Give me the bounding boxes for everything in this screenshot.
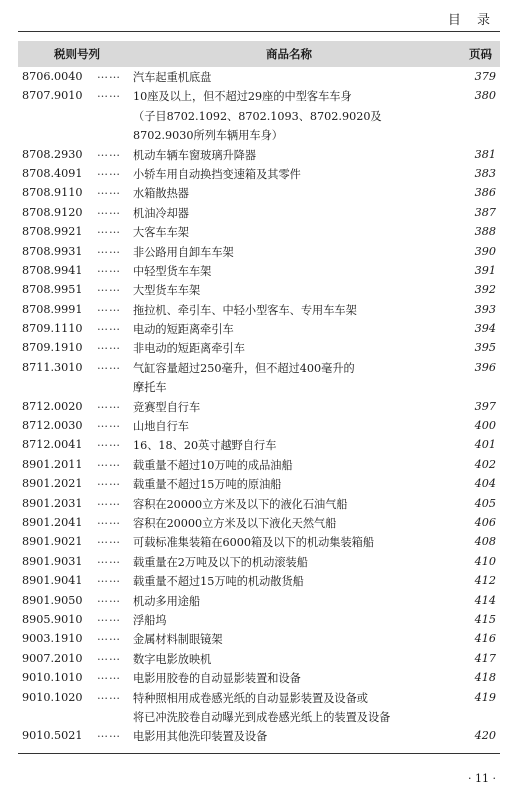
product-name-line: 容积在20000立方米及以下液化天然气船	[133, 517, 337, 531]
page-ref[interactable]: 416	[474, 632, 496, 646]
toc-row[interactable]	[0, 339, 518, 358]
product-name-line: 小轿车用自动换挡变速箱及其零件	[133, 167, 301, 181]
dot-leader: ……	[97, 223, 121, 237]
toc-row[interactable]	[0, 165, 518, 184]
toc-row[interactable]	[0, 630, 518, 649]
product-name	[133, 68, 451, 87]
toc-row[interactable]	[0, 281, 518, 300]
dot-leader: ……	[97, 203, 121, 217]
product-name-line: （子目8702.1092、8702.1093、8702.9020及	[133, 109, 382, 123]
column-header-name: 商品名称	[266, 47, 312, 61]
product-name	[133, 514, 451, 533]
page-ref[interactable]: 418	[474, 671, 496, 685]
product-name-line: 载重量在2万吨及以下的机动滚装船	[133, 555, 308, 569]
product-name-line: 汽车起重机底盘	[133, 71, 212, 84]
toc-row[interactable]	[0, 495, 518, 514]
product-name-line: 机动车辆车窗玻璃升降器	[133, 148, 257, 162]
hs-code: 8712.0020	[22, 399, 83, 413]
dot-leader: ……	[97, 572, 121, 586]
toc-row[interactable]	[0, 243, 518, 262]
hs-code: 9007.2010	[22, 651, 83, 665]
hs-code: 8708.2930	[22, 147, 83, 161]
product-name	[133, 669, 451, 688]
hs-code: 8901.9021	[22, 535, 83, 549]
page-ref[interactable]: 397	[474, 399, 496, 413]
hs-code: 8711.3010	[22, 360, 83, 374]
toc-row[interactable]	[0, 262, 518, 281]
dot-leader: ……	[97, 494, 121, 508]
product-name	[133, 359, 451, 398]
product-name-line: 将已冲洗胶卷自动曝光到成卷感光纸上的装置及设备	[133, 710, 391, 724]
product-name-line: 山地自行车	[133, 420, 189, 434]
dot-leader: ……	[97, 242, 121, 256]
dot-leader: ……	[97, 320, 121, 334]
product-name-line: 载重量不超过10万吨的成品油船	[133, 458, 293, 472]
dot-leader: ……	[97, 397, 121, 411]
product-name	[133, 262, 451, 281]
page-ref[interactable]: 414	[474, 593, 496, 607]
column-header-page: 页码	[469, 47, 492, 61]
dot-leader: ……	[97, 87, 121, 101]
product-name-line: 8702.9030所列车辆用车身）	[133, 129, 283, 143]
product-name-line: 气缸容量超过250毫升，但不超过400毫升的	[133, 361, 355, 375]
hs-code: 8708.9931	[22, 244, 83, 258]
product-name-line: 浮船坞	[133, 613, 167, 627]
page-ref[interactable]: 402	[474, 457, 496, 471]
page-ref[interactable]: 392	[474, 283, 496, 297]
hs-code: 8707.9010	[22, 89, 83, 103]
page-ref[interactable]: 383	[474, 166, 496, 180]
page-ref[interactable]: 401	[474, 438, 496, 452]
product-name-line: 机油冷却器	[133, 206, 189, 220]
hs-code: 9003.1910	[22, 632, 83, 646]
toc-row[interactable]	[0, 417, 518, 436]
product-name-line: 非公路用自卸车车架	[133, 245, 234, 259]
page-ref[interactable]: 387	[474, 205, 496, 219]
page-ref[interactable]: 386	[474, 186, 496, 200]
product-name	[133, 165, 451, 184]
page-ref[interactable]: 380	[474, 89, 496, 103]
product-name-line: 电动的短距离牵引车	[133, 323, 234, 337]
product-name	[133, 727, 451, 746]
dot-leader: ……	[97, 164, 121, 178]
toc-row[interactable]	[0, 223, 518, 242]
page-ref[interactable]: 405	[474, 496, 496, 510]
hs-code: 9010.5021	[22, 729, 83, 743]
dot-leader: ……	[97, 281, 121, 295]
toc-row[interactable]	[0, 553, 518, 572]
hs-code: 8706.0040	[22, 70, 83, 83]
product-name-line: 大客车车架	[133, 226, 189, 240]
page-ref[interactable]: 420	[474, 729, 496, 743]
hs-code: 8708.9110	[22, 186, 83, 200]
product-name	[133, 204, 451, 223]
page-ref[interactable]: 396	[474, 360, 496, 374]
hs-code: 8708.9951	[22, 283, 83, 297]
product-name-line: 机动多用途船	[133, 594, 201, 608]
toc-row[interactable]	[0, 592, 518, 611]
running-head: 目 录	[447, 13, 496, 28]
hs-code: 8712.0041	[22, 438, 83, 452]
product-name	[133, 495, 451, 514]
table-header	[18, 41, 500, 67]
product-name	[133, 650, 451, 669]
product-name-line: 容积在20000立方米及以下的液化石油气船	[133, 497, 348, 511]
dot-leader: ……	[97, 649, 121, 663]
hs-code: 8709.1910	[22, 341, 83, 355]
page-ref[interactable]: 381	[474, 147, 496, 161]
page-ref[interactable]: 379	[474, 70, 496, 83]
product-name-line: 金属材料制眼镜架	[133, 633, 223, 647]
toc-row[interactable]	[0, 689, 518, 728]
product-name-line: 中轻型货车车架	[133, 264, 212, 278]
dot-leader: ……	[97, 727, 121, 741]
page-ref[interactable]: 400	[474, 419, 496, 433]
product-name	[133, 456, 451, 475]
column-header-code: 税则号列	[54, 47, 100, 61]
product-name-line: 摩托车	[133, 381, 167, 395]
dot-leader: ……	[97, 552, 121, 566]
product-name	[133, 553, 451, 572]
page-ref[interactable]: 417	[474, 651, 496, 665]
product-name	[133, 398, 451, 417]
product-name	[133, 611, 451, 630]
product-name-line: 16、18、20英寸越野自行车	[133, 439, 277, 453]
page-ref[interactable]: 415	[474, 612, 496, 626]
dot-leader: ……	[97, 533, 121, 547]
top-rule	[18, 31, 500, 32]
page-ref[interactable]: 408	[474, 535, 496, 549]
product-name	[133, 281, 451, 300]
product-name	[133, 339, 451, 358]
page-ref[interactable]: 390	[474, 244, 496, 258]
dot-leader: ……	[97, 436, 121, 450]
dot-leader: ……	[97, 339, 121, 353]
dot-leader: ……	[97, 610, 121, 624]
hs-code: 8901.2041	[22, 516, 83, 530]
toc-row[interactable]	[0, 514, 518, 533]
product-name	[133, 146, 451, 165]
hs-code: 8708.9991	[22, 302, 83, 316]
toc-row[interactable]	[0, 68, 518, 87]
page-ref[interactable]: 412	[474, 574, 496, 588]
page-ref[interactable]: 395	[474, 341, 496, 355]
dot-leader: ……	[97, 688, 121, 702]
hs-code: 8901.2031	[22, 496, 83, 510]
toc-row[interactable]	[0, 669, 518, 688]
product-name	[133, 475, 451, 494]
toc-row[interactable]	[0, 727, 518, 746]
hs-code: 8708.9941	[22, 263, 83, 277]
toc-row[interactable]	[0, 87, 518, 145]
dot-leader: ……	[97, 669, 121, 683]
product-name-line: 载重量不超过15万吨的机动散货船	[133, 575, 304, 589]
page-ref[interactable]: 391	[474, 263, 496, 277]
product-name	[133, 592, 451, 611]
page-ref[interactable]: 404	[474, 477, 496, 491]
product-name-line: 大型货车车架	[133, 284, 201, 298]
product-name	[133, 436, 451, 455]
toc-row[interactable]	[0, 533, 518, 552]
page-number: · 11 ·	[468, 772, 496, 785]
page-ref[interactable]: 406	[474, 516, 496, 530]
dot-leader: ……	[97, 630, 121, 644]
dot-leader: ……	[97, 417, 121, 431]
product-name	[133, 87, 451, 145]
toc-row[interactable]	[0, 398, 518, 417]
dot-leader: ……	[97, 184, 121, 198]
hs-code: 8901.9050	[22, 593, 83, 607]
toc-row[interactable]	[0, 611, 518, 630]
page-ref[interactable]: 419	[474, 690, 496, 704]
product-name-line: 拖拉机、牵引车、中轻小型客车、专用车车架	[133, 303, 357, 317]
toc-row[interactable]	[0, 456, 518, 475]
product-name-line: 10座及以上，但不超过29座的中型客车车身	[133, 90, 352, 104]
toc-table-body	[0, 68, 518, 747]
toc-row[interactable]	[0, 320, 518, 339]
product-name-line: 数字电影放映机	[133, 652, 212, 666]
product-name-line: 电影用其他洗印装置及设备	[133, 730, 268, 744]
product-name	[133, 630, 451, 649]
product-name	[133, 533, 451, 552]
toc-row[interactable]	[0, 436, 518, 455]
dot-leader: ……	[97, 475, 121, 489]
product-name-line: 竞赛型自行车	[133, 400, 201, 414]
dot-leader: ……	[97, 514, 121, 528]
product-name	[133, 184, 451, 203]
toc-row[interactable]	[0, 475, 518, 494]
page-ref[interactable]: 410	[474, 554, 496, 568]
product-name	[133, 417, 451, 436]
bottom-rule	[18, 753, 500, 754]
product-name	[133, 572, 451, 591]
hs-code: 8708.4091	[22, 166, 83, 180]
hs-code: 8708.9120	[22, 205, 83, 219]
hs-code: 8901.2011	[22, 457, 83, 471]
dot-leader: ……	[97, 300, 121, 314]
toc-row[interactable]	[0, 146, 518, 165]
dot-leader: ……	[97, 358, 121, 372]
product-name-line: 可载标准集装箱在6000箱及以下的机动集装箱船	[133, 536, 375, 550]
product-name-line: 水箱散热器	[133, 187, 189, 201]
hs-code: 8709.1110	[22, 322, 83, 336]
product-name-line: 非电动的短距离牵引车	[133, 342, 245, 356]
hs-code: 8901.9041	[22, 574, 83, 588]
toc-row[interactable]	[0, 650, 518, 669]
toc-row[interactable]	[0, 359, 518, 398]
product-name-line: 电影用胶卷的自动显影装置和设备	[133, 672, 301, 686]
hs-code: 8708.9921	[22, 225, 83, 239]
dot-leader: ……	[97, 261, 121, 275]
product-name	[133, 243, 451, 262]
hs-code: 9010.1020	[22, 690, 83, 704]
toc-row[interactable]	[0, 572, 518, 591]
page-ref[interactable]: 393	[474, 302, 496, 316]
dot-leader: ……	[97, 455, 121, 469]
product-name	[133, 689, 451, 728]
toc-row[interactable]	[0, 301, 518, 320]
toc-row[interactable]	[0, 184, 518, 203]
hs-code: 8905.9010	[22, 612, 83, 626]
product-name-line: 载重量不超过15万吨的原油船	[133, 478, 282, 492]
product-name	[133, 301, 451, 320]
hs-code: 8712.0030	[22, 419, 83, 433]
hs-code: 8901.9031	[22, 554, 83, 568]
page-ref[interactable]: 388	[474, 225, 496, 239]
dot-leader: ……	[97, 68, 121, 81]
dot-leader: ……	[97, 145, 121, 159]
hs-code: 8901.2021	[22, 477, 83, 491]
toc-row[interactable]	[0, 204, 518, 223]
page-ref[interactable]: 394	[474, 322, 496, 336]
dot-leader: ……	[97, 591, 121, 605]
product-name	[133, 320, 451, 339]
product-name	[133, 223, 451, 242]
hs-code: 9010.1010	[22, 671, 83, 685]
product-name-line: 特种照相用成卷感光纸的自动显影装置及设备或	[133, 691, 368, 705]
